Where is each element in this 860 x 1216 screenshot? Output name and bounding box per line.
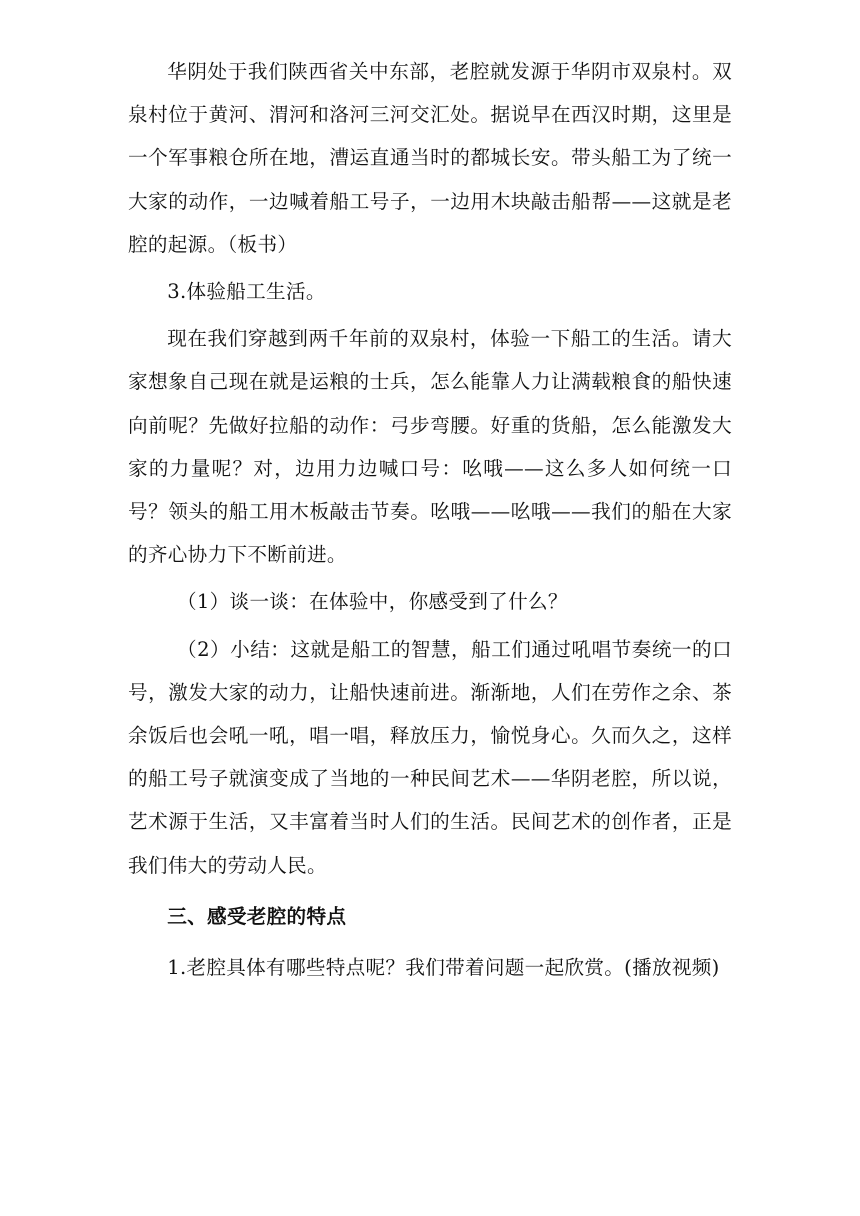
paragraph-step-3: 3.体验船工生活。 bbox=[167, 280, 326, 304]
paragraph-boatman-experience: 现在我们穿越到两千年前的双泉村，体验一下船工的生活。请大家想象自己现在就是运粮的士兵，怎么能靠人力让满载粮食的船快速向前呢？先做好拉船的动作：弓步弯腰。好重的货船，怎么能激发大家的力量呢？对，边用力边喊口号：吆哦——这么多人如何统一口号？领头的船工用木板敲击节奏。吆哦——吆哦——我们的船在大家的齐心协力下不断前进。 bbox=[128, 327, 732, 567]
paragraph-discussion: （1）谈一谈：在体验中，你感受到了什么？ bbox=[177, 590, 568, 614]
paragraph-features: 1.老腔具体有哪些特点呢？我们带着问题一起欣赏。(播放视频) bbox=[167, 956, 720, 980]
paragraph-summary: （2）小结：这就是船工的智慧，船工们通过吼唱节奏统一的口号，激发大家的动力，让船快速前进。渐渐地，人们在劳作之余、茶余饭后也会吼一吼，唱一唱，释放压力，愉悦身心。久而久之，这样的船工号子就演变成了当地的一种民间艺术——华阴老腔，所以说，艺术源于生活，又丰富着当时人们的生活。民间艺术的创作者，正是我们伟大的劳动人民。 bbox=[128, 637, 732, 877]
section-heading: 三、感受老腔的特点 bbox=[167, 904, 347, 928]
document-page bbox=[128, 50, 732, 989]
paragraph-origin: 华阴处于我们陕西省关中东部，老腔就发源于华阴市双泉村。双泉村位于黄河、渭河和洛河三河交汇处。据说早在西汉时期，这里是一个军事粮仓所在地，漕运直通当时的都城长安。带头船工为了统一大家的动作，一边喊着船工号子，一边用木块敲击船帮——这就是老腔的起源。（板书） bbox=[128, 60, 732, 256]
